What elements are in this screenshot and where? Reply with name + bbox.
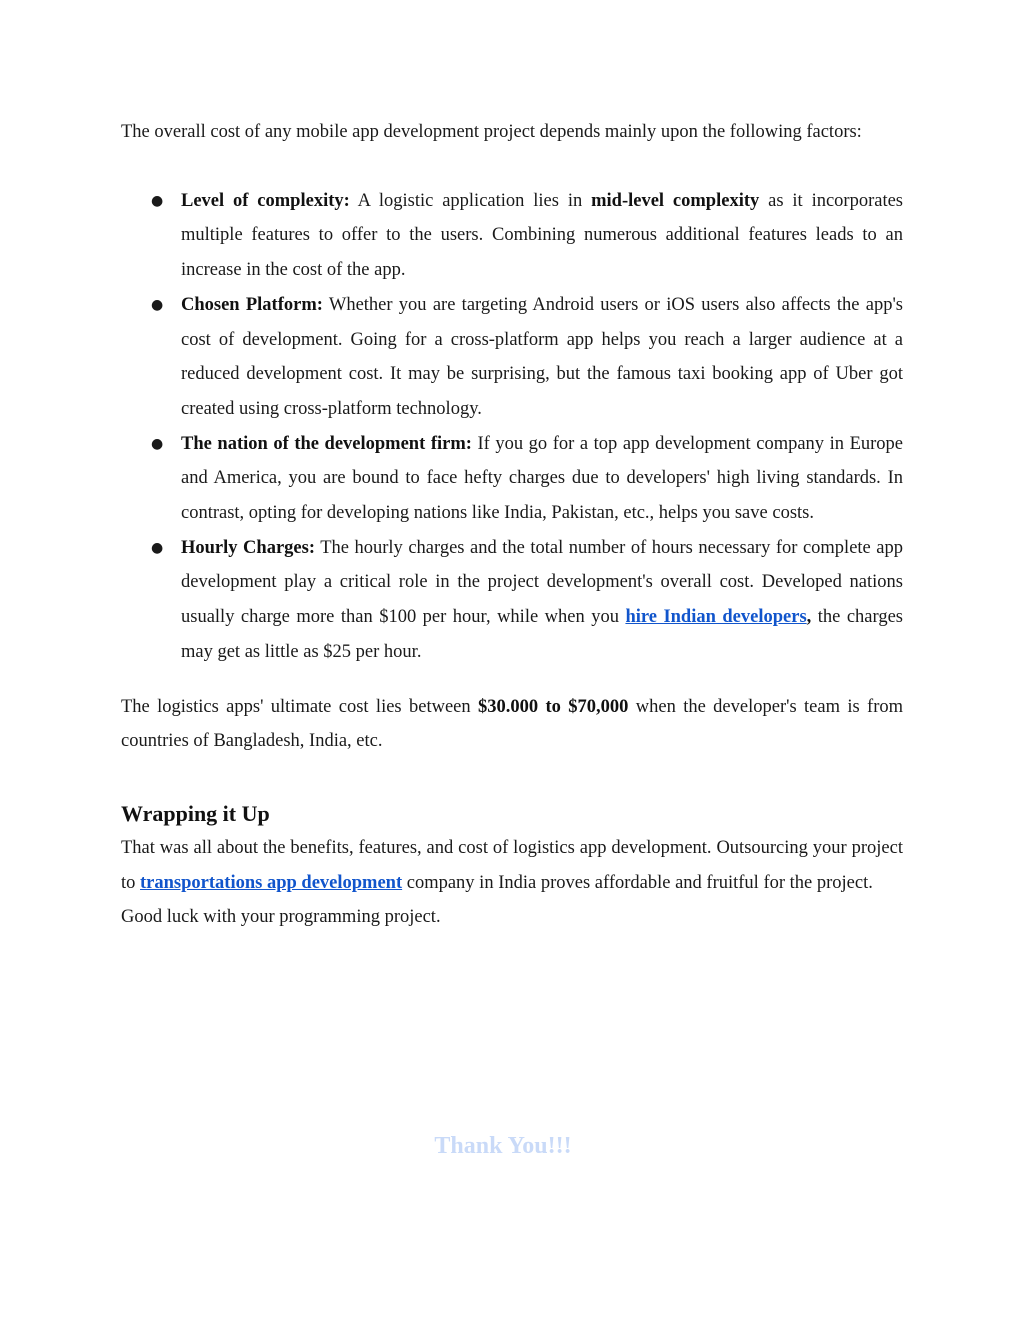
- factor-text: The hourly charges and the total number of hours necessary for complete app development play a critical role in the project development's overall cost. Developed nations usually charge more than $100 per hour, while when you: [181, 537, 903, 628]
- factor-text: the charges may get as little as $25 per hour.: [181, 607, 903, 662]
- transportations-app-development-link[interactable]: transportations app development: [140, 872, 403, 893]
- wrap-paragraph: [121, 831, 903, 900]
- list-item-complexity: [151, 184, 903, 288]
- document-body: [121, 115, 903, 935]
- factor-emphasis: mid-level complexity: [591, 190, 760, 211]
- wrap-text: That was all about the benefits, features, and cost of logistics app development. Outsourcing your project to: [121, 837, 903, 893]
- bullet-icon: ●: [151, 539, 164, 556]
- cost-factors-list: [121, 184, 903, 670]
- thank-you-text: Thank You!!!: [434, 1133, 572, 1159]
- list-item-platform: [151, 288, 903, 427]
- hire-indian-developers-link[interactable]: hire Indian developers: [625, 607, 807, 628]
- factor-text: If you go for a top app development company in Europe and America, you are bound to face hefty charges due to developers' high living standards. In contrast, opting for developing nations like India, Pakistan, etc., helps you save costs.: [181, 433, 903, 524]
- list-item-hourly: [151, 531, 903, 670]
- section-heading: Wrapping it Up: [121, 800, 270, 826]
- factor-title: The nation of the development firm:: [181, 433, 472, 454]
- factor-title: Hourly Charges:: [181, 537, 315, 558]
- summary-text: when the developer's team is from countries of Bangladesh, India, etc.: [121, 696, 903, 752]
- factor-title: Level of complexity:: [181, 190, 350, 211]
- wrap-text: company in India proves affordable and fruitful for the project.: [402, 872, 873, 893]
- list-item-nation: [151, 427, 903, 531]
- closing-line: Good luck with your programming project.: [121, 907, 441, 928]
- factor-text: Whether you are targeting Android users or iOS users also affects the app's cost of development. Going for a cross-platform app helps you reach a larger audience at a reduced development cost. It may be surprising, but the famous taxi booking app of Uber got created using cross-platform technology.: [181, 294, 903, 419]
- bullet-icon: ●: [151, 192, 164, 209]
- factor-comma: ,: [806, 607, 812, 628]
- cost-summary-paragraph: [121, 690, 903, 759]
- bullet-icon: ●: [151, 296, 164, 313]
- bullet-icon: ●: [151, 435, 164, 452]
- factor-text: as it incorporates multiple features to offer to the users. Combining numerous additional features leads to an increase in the cost of the app.: [181, 190, 903, 281]
- factor-text: A logistic application lies in: [349, 190, 592, 211]
- cost-range: $30.000 to $70,000: [478, 696, 629, 717]
- summary-text: The logistics apps' ultimate cost lies between: [121, 696, 478, 717]
- intro-paragraph: The overall cost of any mobile app development project depends mainly upon the following factors:: [121, 122, 862, 142]
- factor-title: Chosen Platform:: [181, 294, 323, 315]
